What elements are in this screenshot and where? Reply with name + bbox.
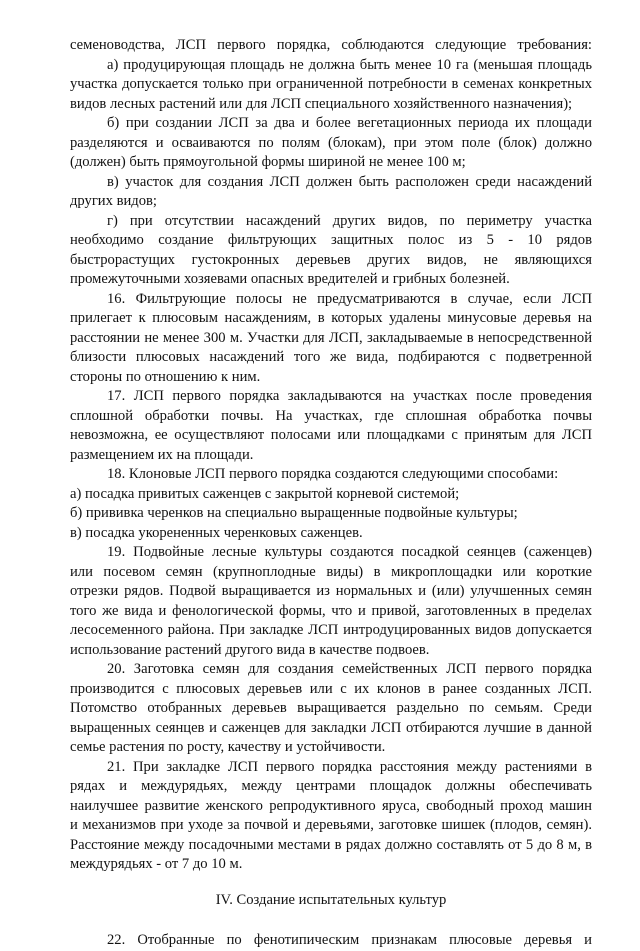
paragraph-line: стороны по отношению к ним. bbox=[70, 368, 261, 385]
paragraph-line: в) посадка укорененных черенковых саженцев. bbox=[70, 524, 363, 541]
paragraph-line: рядах и междурядьях, между центрами площадок должны обеспечивать bbox=[70, 778, 592, 794]
paragraph-line: (должен) быть прямоугольной формы шириной не менее 100 м; bbox=[70, 154, 466, 170]
paragraph-line: б) прививка черенков на специально выращенные подвойные культуры; bbox=[70, 505, 518, 521]
paragraph-line: 19. Подвойные лесные культуры создаются посадкой сеянцев (саженцев) bbox=[107, 544, 592, 560]
paragraph-line: или посевом семян (крупноплодные виды) в микроплощадки или короткие bbox=[70, 563, 592, 580]
paragraph-line: лесосеменного района. При закладке ЛСП интродуцированных видов допускается bbox=[70, 622, 592, 638]
paragraph-line: 18. Клоновые ЛСП первого порядка создаются следующими способами: bbox=[107, 466, 559, 482]
paragraph-line: Потомство отобранных деревьев выращивается раздельно по семьям. Среди bbox=[70, 700, 592, 716]
section-heading: IV. Создание испытательных культур bbox=[215, 891, 447, 908]
paragraph-line: видов лесных растений или для ЛСП специального хозяйственного назначения); bbox=[70, 95, 573, 112]
paragraph-line: отрезки рядов. Подвой выращивается из нормальных и (или) улучшенных семян bbox=[70, 583, 592, 599]
paragraph-line: б) при создании ЛСП за два и более вегетационных периода их площади bbox=[107, 115, 592, 131]
paragraph-line: 22. Отобранные по фенотипическим признакам плюсовые деревья и bbox=[107, 932, 592, 948]
paragraph-line: производится с плюсовых деревьев или с их клонов в ранее созданных ЛСП. bbox=[70, 680, 592, 697]
paragraph-line: 16. Фильтрующие полосы не предусматриваются в случае, если ЛСП bbox=[107, 290, 592, 307]
paragraph-line: а) посадка привитых саженцев с закрытой корневой системой; bbox=[70, 485, 460, 502]
paragraph-line: г) при отсутствии насаждений других видов, по периметру участка bbox=[107, 212, 592, 229]
paragraph-line: невозможна, ее осуществляют полосами или площадками с принятым для ЛСП bbox=[70, 427, 592, 443]
paragraph-line: наилучшее развитие женского репродуктивного яруса, свободный проход машин bbox=[70, 797, 592, 814]
paragraph-line: в) участок для создания ЛСП должен быть расположен среди насаждений bbox=[107, 173, 592, 190]
paragraph-line: и механизмов при уходе за почвой и деревьями, заготовке шишек (плодов, семян). bbox=[70, 817, 592, 833]
paragraph-line: 17. ЛСП первого порядка закладываются на участках после проведения bbox=[107, 388, 592, 404]
paragraph-line: других видов; bbox=[70, 193, 157, 209]
paragraph-line: того же вида и фенологической формы, что и привой, заготовленных в пределах bbox=[70, 602, 592, 619]
paragraph-line: прилегает к плюсовым насаждениям, в которых удалены минусовые деревья на bbox=[70, 310, 592, 326]
paragraph-line: а) продуцирующая площадь не должна быть менее 10 га (меньшая площадь bbox=[107, 56, 592, 73]
paragraph-line: выращенных сеянцев и саженцев для закладки ЛСП отбираются лучшие в данной bbox=[70, 719, 592, 736]
paragraph-line: семеноводства, ЛСП первого порядка, соблюдаются следующие требования: bbox=[70, 37, 592, 53]
paragraph-line: быстрорастущих густокронных деревьев других видов, не являющихся bbox=[70, 251, 592, 268]
paragraph-line: 21. При закладке ЛСП первого порядка расстояния между растениями в bbox=[107, 758, 592, 775]
paragraph-line: расстоянии не менее 300 м. Участки для ЛСП, закладываемые в непосредственной bbox=[70, 329, 592, 346]
paragraph-line: 20. Заготовка семян для создания семейственных ЛСП первого порядка bbox=[107, 661, 592, 677]
paragraph-line: междурядьях - от 7 до 10 м. bbox=[70, 856, 243, 872]
paragraph-line: семье растения по росту, качеству и устойчивости. bbox=[70, 739, 386, 755]
document-body bbox=[70, 36, 592, 875]
paragraph-line: Расстояние между посадочными местами в рядах должно составлять от 5 до 8 м, в bbox=[70, 836, 592, 853]
paragraph-line: близости плюсовых насаждений того же вида, подбираются с подветренной bbox=[70, 349, 592, 365]
paragraph-line: участка допускается только при ограниченной потребности в семенах конкретных bbox=[70, 76, 592, 92]
paragraph-line: сплошной обработки почвы. На участках, где сплошная обработка почвы bbox=[70, 407, 592, 424]
paragraph-line: необходимо создание фильтрующих защитных полос из 5 - 10 рядов bbox=[70, 232, 592, 248]
paragraph-line: размещением их на площади. bbox=[70, 446, 254, 463]
paragraph-line: разделяются и осваиваются по полям (блокам), при этом поле (блок) должно bbox=[70, 134, 592, 151]
paragraph-line: использование растений другого вида в качестве подвоев. bbox=[70, 641, 430, 658]
paragraph-line: промежуточными хозяевами опасных вредителей и грибных болезней. bbox=[70, 271, 510, 287]
